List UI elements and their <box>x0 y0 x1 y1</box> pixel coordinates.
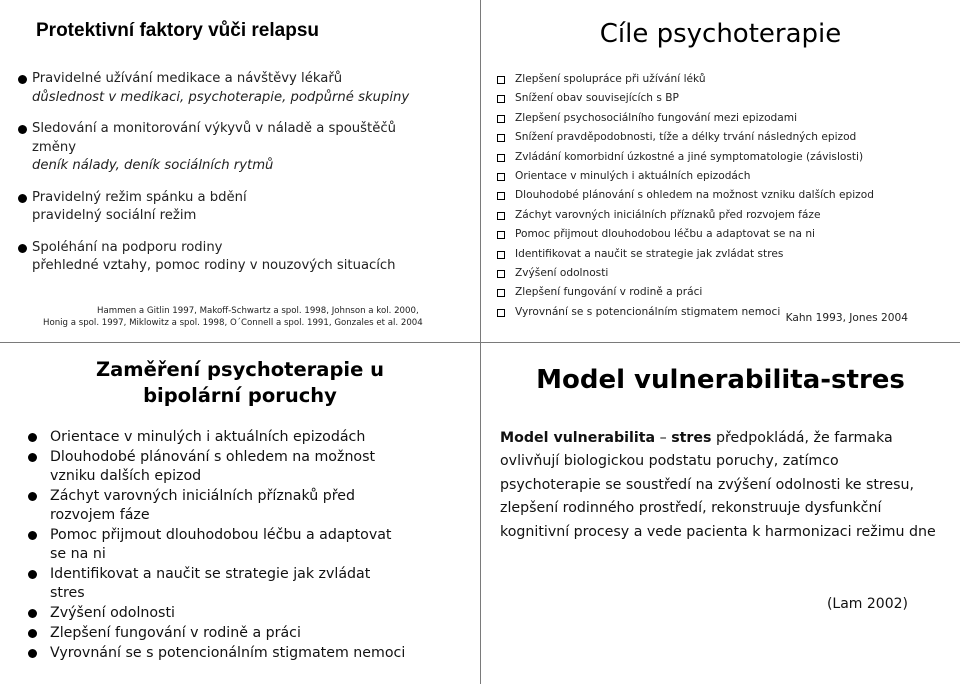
item-text: Zvýšení odolnosti <box>50 605 175 622</box>
goal-list <box>495 72 955 324</box>
item-text: Orientace v minulých i aktuálních epizodách <box>515 169 751 182</box>
square-bullet-icon <box>497 95 505 103</box>
list-item <box>495 72 955 91</box>
list-item <box>495 227 955 246</box>
citation: (Lam 2002) <box>826 596 908 612</box>
list-item <box>18 120 478 176</box>
item-text: Záchyt varovných iniciálních příznaků před rozvojem fáze <box>50 487 355 524</box>
square-bullet-icon <box>497 212 505 220</box>
item-main: Pravidelný režim spánku a bdění <box>32 189 247 205</box>
bullet-list <box>28 428 468 664</box>
item-text: Orientace v minulých i aktuálních epizodách <box>50 429 366 445</box>
list-item <box>495 169 955 188</box>
item-text: Pomoc přijmout dlouhodobou léčbu a adaptovat se na ni <box>515 228 815 241</box>
paragraph-text: předpokládá, že farmaka ovlivňují biologickou podstatu poruchy, zatímco psychoterapie se soustředí na zvýšení odolnosti ke stresu, zlepšení rodinného prostředí, rekonstruuje dysfunkční kognitivní procesy a vede pacienta k harmonizaci režimu dne <box>500 430 936 540</box>
bullet-icon <box>28 433 37 442</box>
square-bullet-icon <box>497 76 505 84</box>
item-text: Identifikovat a naučit se strategie jak zvládat stres <box>50 566 371 602</box>
title-line: bipolární poruchy <box>143 384 337 407</box>
slide-protective-factors <box>0 0 480 342</box>
square-bullet-icon <box>497 231 505 239</box>
list-item <box>18 189 478 226</box>
item-text: Zlepšení psychosociálního fungování mezi epizodami <box>515 111 798 124</box>
list-item <box>28 526 410 565</box>
bullet-icon <box>28 492 37 501</box>
item-sub: přehledné vztahy, pomoc rodiny v nouzových situacích <box>32 258 396 273</box>
list-item <box>28 428 468 447</box>
list-item <box>495 130 955 149</box>
square-bullet-icon <box>497 134 505 142</box>
bullet-icon <box>18 125 27 134</box>
slide-title: Cíle psychoterapie <box>599 19 842 49</box>
list-item <box>18 239 478 276</box>
list-item <box>495 188 955 207</box>
bullet-icon <box>18 244 27 253</box>
item-text: Zlepšení fungování v rodině a práci <box>50 624 301 641</box>
item-text: Zvládání komorbidní úzkostné a jiné symptomatologie (závislosti) <box>515 150 864 163</box>
square-bullet-icon <box>497 251 505 259</box>
dash: – <box>655 430 672 446</box>
slide-title: Model vulnerabilita-stres <box>536 365 905 395</box>
item-text: Dlouhodobé plánování s ohledem na možnost vzniku dalších epizod <box>515 189 874 202</box>
item-text: Snížení obav souvisejících s BP <box>515 92 679 105</box>
item-sub: důslednost v medikaci, psychoterapie, podpůrné skupiny <box>32 89 410 105</box>
bullet-list <box>18 70 478 289</box>
item-text: Záchyt varovných iniciálních příznaků před rozvojem fáze <box>515 208 821 221</box>
slide-psychotherapy-goals <box>481 0 960 342</box>
bullet-icon <box>28 570 37 579</box>
item-text: Pomoc přijmout dlouhodobou léčbu a adaptovat se na ni <box>50 526 392 563</box>
bullet-icon <box>28 453 37 462</box>
item-sub: pravidelný sociální režim <box>32 208 197 223</box>
list-item <box>28 624 468 643</box>
item-text: Vyrovnání se s potencionálním stigmatem nemoci <box>50 644 406 661</box>
bullet-icon <box>28 649 37 658</box>
slide-vulnerability-stress-model <box>481 343 960 684</box>
square-bullet-icon <box>497 289 505 297</box>
item-sub: deník nálady, deník sociálních rytmů <box>32 158 274 173</box>
slide-title: Protektivní faktory vůči relapsu <box>36 20 319 41</box>
square-bullet-icon <box>497 154 505 162</box>
list-item <box>28 487 380 526</box>
item-text: Zvýšení odolnosti <box>515 266 609 279</box>
item-main: Pravidelné užívání medikace a návštěvy lékařů <box>32 71 343 86</box>
bullet-icon <box>28 531 37 540</box>
item-main: Spoléhání na podporu rodiny <box>32 239 223 255</box>
list-item <box>495 285 955 304</box>
citation: Kahn 1993, Jones 2004 <box>785 312 908 324</box>
reference-line: Honig a spol. 1997, Miklowitz a spol. 1998, O´Connell a spol. 1991, Gonzales et al. 2004 <box>43 318 423 328</box>
list-item <box>495 208 955 227</box>
item-text: Dlouhodobé plánování s ohledem na možnost vzniku dalších epizod <box>50 448 376 485</box>
square-bullet-icon <box>497 115 505 123</box>
square-bullet-icon <box>497 192 505 200</box>
list-item <box>495 247 955 266</box>
list-item <box>28 565 400 604</box>
item-text: Zlepšení fungování v rodině a práci <box>515 286 703 299</box>
item-text: Identifikovat a naučit se strategie jak zvládat stres <box>515 247 784 260</box>
slide-title <box>0 357 480 409</box>
list-item <box>495 150 955 169</box>
bullet-icon <box>18 194 27 203</box>
bold-term: Model vulnerabilita <box>500 430 656 446</box>
square-bullet-icon <box>497 270 505 278</box>
bullet-icon <box>28 629 37 638</box>
item-text: Vyrovnání se s potencionálním stigmatem nemoci <box>515 305 781 318</box>
list-item <box>28 604 468 623</box>
square-bullet-icon <box>497 173 505 181</box>
list-item <box>18 70 478 107</box>
item-text: Snížení pravděpodobnosti, tíže a délky trvání následných epizod <box>515 131 857 144</box>
item-text: Zlepšení spolupráce při užívání léků <box>515 73 706 85</box>
square-bullet-icon <box>497 309 505 317</box>
item-main: Sledování a monitorování výkyvů v náladě a spouštěčů změny <box>32 121 396 155</box>
list-item <box>495 111 955 130</box>
list-item <box>495 266 955 285</box>
bullet-icon <box>18 75 27 84</box>
body-text <box>500 427 940 544</box>
title-line: Zaměření psychoterapie u <box>95 358 384 381</box>
slide-psychotherapy-focus <box>0 343 480 684</box>
bold-term: stres <box>671 430 712 446</box>
list-item <box>28 448 395 487</box>
list-item <box>28 644 468 663</box>
bullet-icon <box>28 609 37 618</box>
reference-line: Hammen a Gitlin 1997, Makoff-Schwartz a spol. 1998, Johnson a kol. 2000, <box>97 306 419 316</box>
list-item <box>495 91 955 110</box>
